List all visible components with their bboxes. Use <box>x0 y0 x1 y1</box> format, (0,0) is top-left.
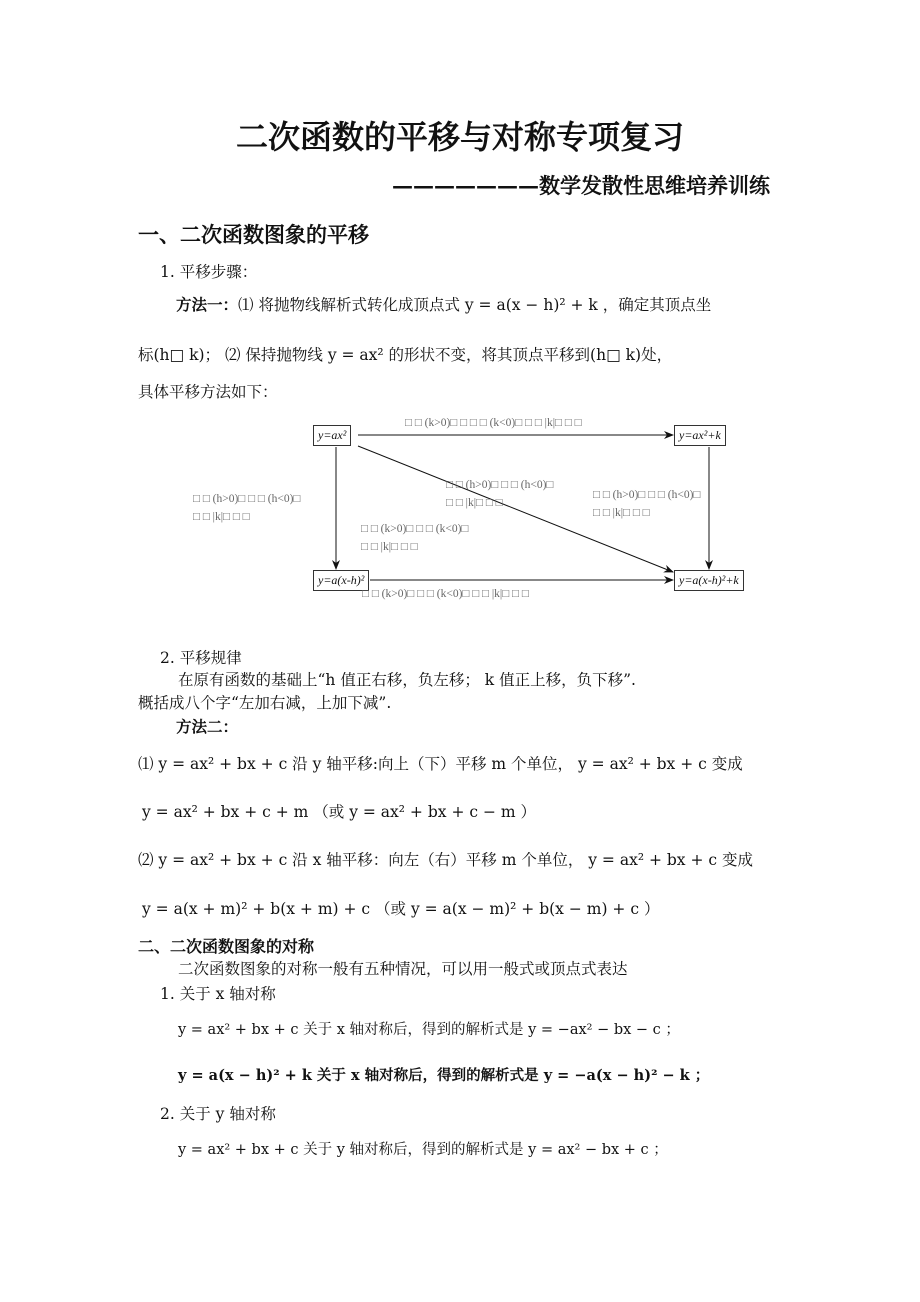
box-y-ax2: y=ax² <box>313 425 351 446</box>
box-y-a-xh2: y=a(x-h)² <box>313 570 369 591</box>
label-left-2: □ □ |k|□ □ □ <box>193 511 250 523</box>
y-axis-label: 2. 关于 y 轴对称 <box>160 1105 276 1123</box>
section1-heading: 一、二次函数图象的平移 <box>138 222 369 247</box>
label-bottom: □ □ (k>0)□ □ □ (k<0)□ □ □ |k|□ □ □ <box>362 588 529 600</box>
label-mid-2: □ □ |k|□ □ □ <box>361 541 418 553</box>
x-axis-line2: y = a(x − h)² + k 关于 x 轴对称后，得到的解析式是 y = −a(x − h)² − k ； <box>178 1067 710 1084</box>
section2-heading: 二、二次函数图象的对称 <box>138 937 315 956</box>
x-axis-label: 1. 关于 x 轴对称 <box>160 985 276 1003</box>
method2-line2: y = ax² + bx + c + m （或 y = ax² + bx + c − m ） <box>142 803 537 821</box>
method2-line4: y = a(x + m)² + b(x + m) + c （或 y = a(x − m)² + b(x − m) + c ） <box>142 900 660 918</box>
y-axis-line1: y = ax² + bx + c 关于 y 轴对称后，得到的解析式是 y = ax² − bx + c ； <box>178 1142 668 1158</box>
x-axis-line1: y = ax² + bx + c 关于 x 轴对称后，得到的解析式是 y = −ax² − bx − c ； <box>178 1022 680 1038</box>
label-right-2: □ □ |k|□ □ □ <box>593 507 650 519</box>
method1-text: ⑴ 将抛物线解析式转化成顶点式 y = a(x − h)² + k ，确定其顶点坐 <box>238 296 712 314</box>
method2-label: 方法二： <box>176 717 239 736</box>
method1-line3: 具体平移方法如下： <box>138 383 278 401</box>
label-left-1: □ □ (h>0)□ □ □ (h<0)□ <box>193 493 301 505</box>
label-diag-1: □ □ (h>0)□ □ □ (h<0)□ <box>446 479 554 491</box>
label-mid-1: □ □ (k>0)□ □ □ (k<0)□ <box>361 523 469 535</box>
method1-line2: 标(h□ k)； ⑵ 保持抛物线 y = ax² 的形状不变，将其顶点平移到(h□ k)处， <box>138 346 673 364</box>
method2-line3: ⑵ y = ax² + bx + c 沿 x 轴平移：向左（右）平移 m 个单位， y = ax² + bx + c 变成 <box>138 851 753 869</box>
label-diag-2: □ □ |k|□ □ □ <box>446 497 503 509</box>
method1-label: 方法一： <box>176 295 239 314</box>
label-right-1: □ □ (h>0)□ □ □ (h<0)□ <box>593 489 701 501</box>
box-y-ax2-k: y=ax²+k <box>674 425 726 446</box>
page-subtitle: ———————数学发散性思维培养训练 <box>392 173 770 198</box>
step-label: 1. 平移步骤： <box>160 263 258 281</box>
label-top: □ □ (k>0)□ □ □ □ (k<0)□ □ □ |k|□ □ □ <box>405 417 582 429</box>
box-y-a-xh2-k: y=a(x-h)²+k <box>674 570 744 591</box>
section2-intro: 二次函数图象的对称一般有五种情况，可以用一般式或顶点式表达 <box>178 960 628 978</box>
rule-label: 2. 平移规律 <box>160 649 242 667</box>
rule-line1: 在原有函数的基础上“h 值正右移，负左移； k 值正上移，负下移”. <box>178 671 636 689</box>
rule-line2: 概括成八个字“左加右减，上加下减”. <box>138 694 392 712</box>
page-title: 二次函数的平移与对称专项复习 <box>235 118 684 156</box>
method2-line1: ⑴ y = ax² + bx + c 沿 y 轴平移:向上（下）平移 m 个单位， y = ax² + bx + c 变成 <box>138 755 743 773</box>
